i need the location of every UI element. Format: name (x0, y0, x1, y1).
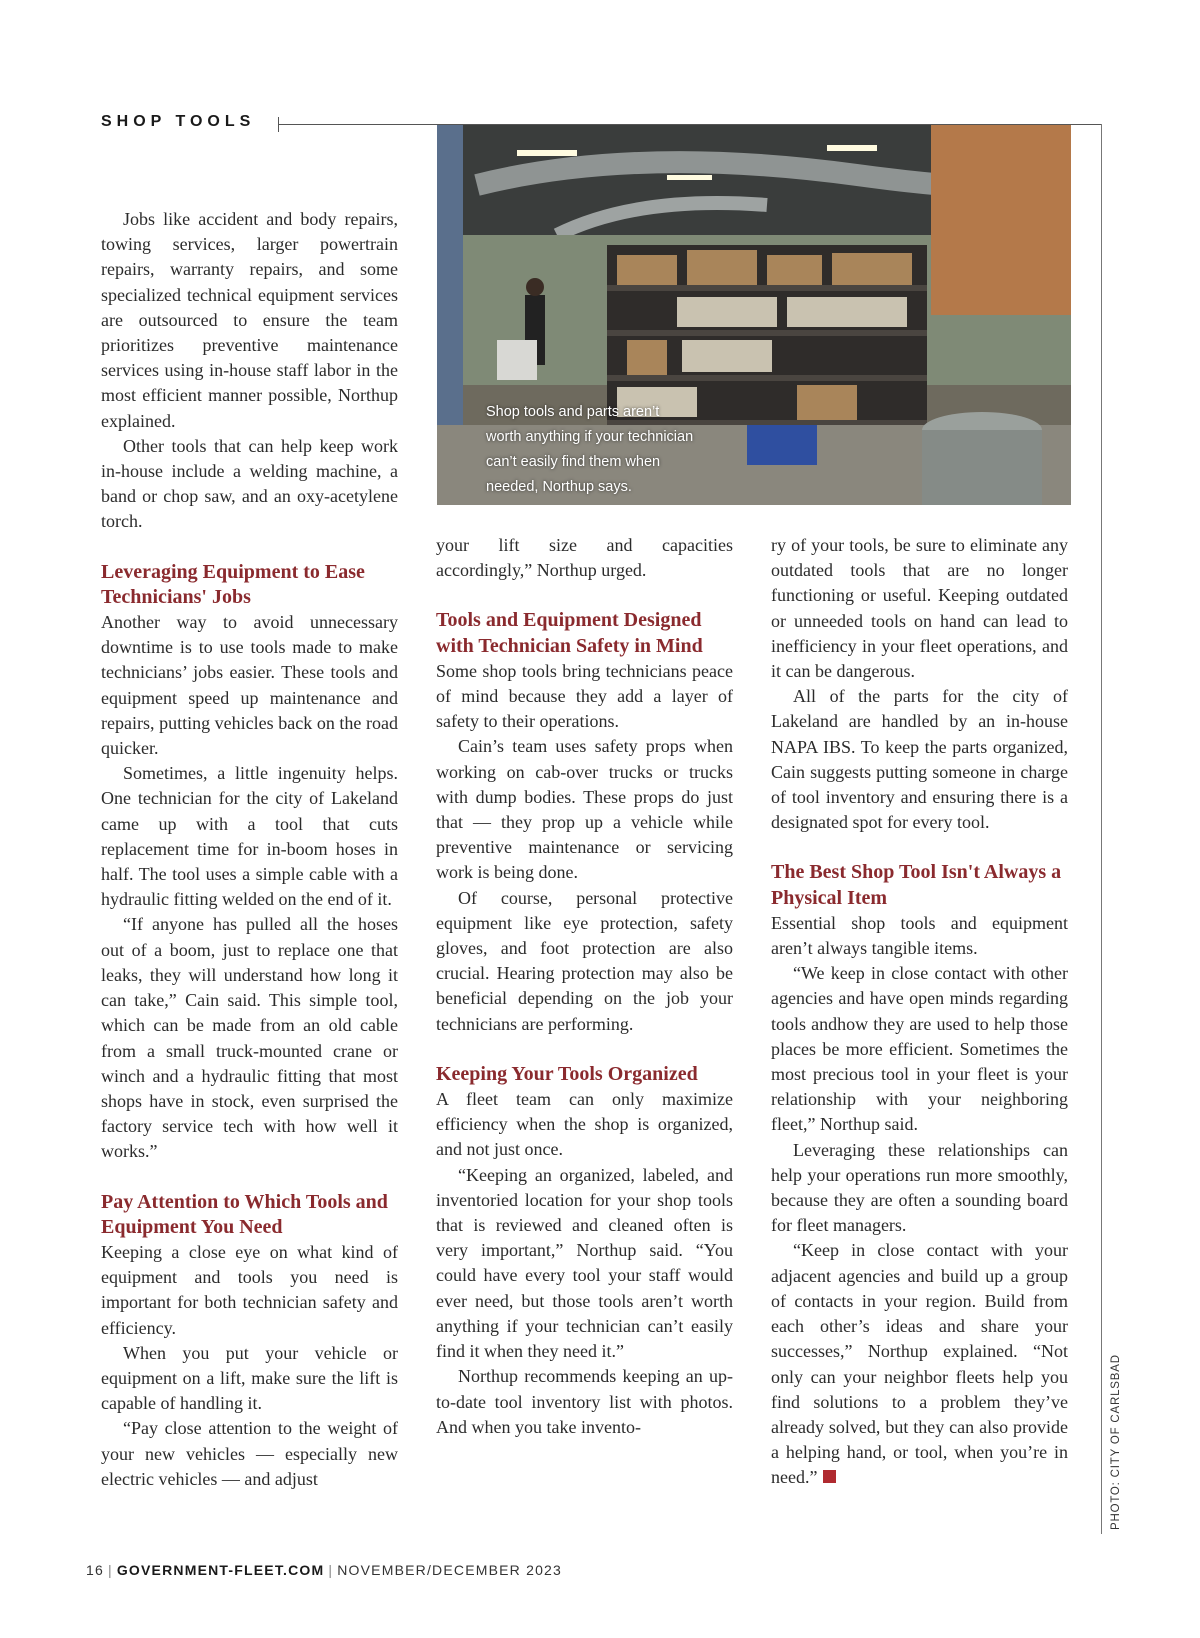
article-column-1 (101, 207, 398, 1492)
paragraph: ry of your tools, be sure to eliminate any outdated tools that are no longer functioning or useful. Keeping outdated or unneeded tools on hand can lead to inefficiency in your fleet operations, and it can be dangerous. (771, 535, 1068, 682)
paragraph: Northup recommends keeping an up-to-date tool inventory list with photos. And when you take invento- (436, 1366, 733, 1437)
paragraph: A fleet team can only maximize efficiency when the shop is organized, and not just once. (436, 1089, 733, 1160)
paragraph: Some shop tools bring technicians peace of mind because they add a layer of safety to their operations. (436, 660, 733, 732)
footer-separator: | (328, 1562, 334, 1578)
paragraph: Essential shop tools and equipment aren’t always tangible items. (771, 912, 1068, 959)
footer-issue: NOVEMBER/DECEMBER 2023 (337, 1562, 563, 1578)
paragraph: “We keep in close contact with other agencies and have open minds regarding tools andhow they are used to help those places be more efficient. Sometimes the most precious tool in your fleet is your relationship with your neighboring fleet,” Northup said. (771, 963, 1068, 1135)
paragraph: Leveraging these relationships can help your operations run more smoothly, because they are often a sounding board for fleet managers. (771, 1139, 1068, 1236)
paragraph: When you put your vehicle or equipment on a lift, make sure the lift is capable of handling it. (101, 1342, 398, 1414)
photo-caption-line: Shop tools and parts aren’t (486, 404, 660, 420)
paragraph: your lift size and capacities accordingly,” Northup urged. (436, 535, 733, 581)
end-mark-icon (823, 1470, 836, 1483)
subheading-pay-attention: Pay Attention to Which Tools and Equipment You Need (101, 1190, 388, 1238)
subheading-keeping-organized: Keeping Your Tools Organized (436, 1062, 698, 1085)
paragraph: All of the parts for the city of Lakeland are handled by an in-house NAPA IBS. To keep the parts organized, Cain suggests putting someone in charge of tool inventory and ensuring there is a designated spot for every tool. (771, 686, 1068, 833)
paragraph: Other tools that can help keep work in-house include a welding machine, a band or chop saw, and an oxy-acetylene torch. (101, 435, 398, 532)
photo-credit: PHOTO: CITY OF CARLSBAD (1110, 1354, 1122, 1530)
photo-caption (486, 400, 706, 500)
subheading-leveraging-equipment: Leveraging Equipment to Ease Technicians' Jobs (101, 560, 365, 608)
paragraph: Keeping a close eye on what kind of equipment and tools you need is important for both technician safety and efficiency. (101, 1241, 398, 1338)
page-number: 16 (86, 1562, 104, 1578)
footer-site-link[interactable]: GOVERNMENT-FLEET.COM (116, 1562, 325, 1578)
paragraph: Sometimes, a little ingenuity helps. One technician for the city of Lakeland came up with a tool that cuts replacement time for in-boom hoses in half. The tool uses a simple cable with a hydraulic fitting welded on the end of it. (101, 763, 398, 910)
paragraph: Cain’s team uses safety props when working on cab-over trucks or trucks with dump bodies. These props do just that — they prop up a vehicle while preventive maintenance or servicing work is being done. (436, 736, 733, 883)
article-column-3 (771, 533, 1068, 1491)
paragraph: Jobs like accident and body repairs, towing services, larger powertrain repairs, warranty repairs, and some specialized technical equipment services are outsourced to ensure the team prioritizes preventive maintenance services using in-house staff labor in the most efficient manner possible, Northup explained. (101, 209, 398, 431)
photo-caption-line: needed, Northup says. (486, 479, 632, 495)
closing-paragraph-text: “Keep in close contact with your adjacent agencies and build up a group of contacts in your region. Build from each other’s ideas and share your successes,” Northup explained. “Not only can your neighbor fleets help you find solutions to a problem they’ve already solved, but they can also provide a helping hand, or tool, when you’re in need.” (771, 1240, 1068, 1488)
subheading-tools-safety: Tools and Equipment Designed with Technician Safety in Mind (436, 609, 703, 657)
subheading-best-shop-tool: The Best Shop Tool Isn't Always a Physical Item (771, 861, 1062, 909)
page-footer (86, 1562, 562, 1578)
section-label: SHOP TOOLS (101, 113, 256, 130)
right-margin-rule (1101, 124, 1102, 1534)
paragraph: Another way to avoid unnecessary downtime is to use tools made to make technicians’ jobs easier. These tools and equipment speed up maintenance and repairs, putting vehicles back on the road quicker. (101, 612, 398, 759)
paragraph: Of course, personal protective equipment like eye protection, safety gloves, and foot protection are also crucial. Hearing protection may also be beneficial depending on the job your technicians are performing. (436, 887, 733, 1034)
paragraph: “If anyone has pulled all the hoses out of a boom, just to replace one that leaks, they will understand how long it can take,” Cain said. This simple tool, which can be made from an old cable from a small truck-mounted crane or winch and a hydraulic fitting that most shops have in stock, even surprised the factory service tech with how well it works.” (101, 914, 398, 1162)
paragraph: “Pay close attention to the weight of your new vehicles — especially new electric vehicles — and adjust (101, 1418, 398, 1489)
paragraph: “Keeping an organized, labeled, and inventoried location for your shop tools that is reviewed and cleaned often is very important,” Northup said. “You could have every tool your staff would ever need, but those tools aren’t worth anything if your technician can’t easily find it when they need it.” (436, 1164, 733, 1362)
photo-caption-line: can’t easily find them when (486, 454, 661, 470)
article-column-2 (436, 533, 733, 1440)
paragraph (771, 1238, 1068, 1490)
photo-caption-line: worth anything if your technician (486, 429, 694, 445)
footer-separator: | (107, 1562, 113, 1578)
